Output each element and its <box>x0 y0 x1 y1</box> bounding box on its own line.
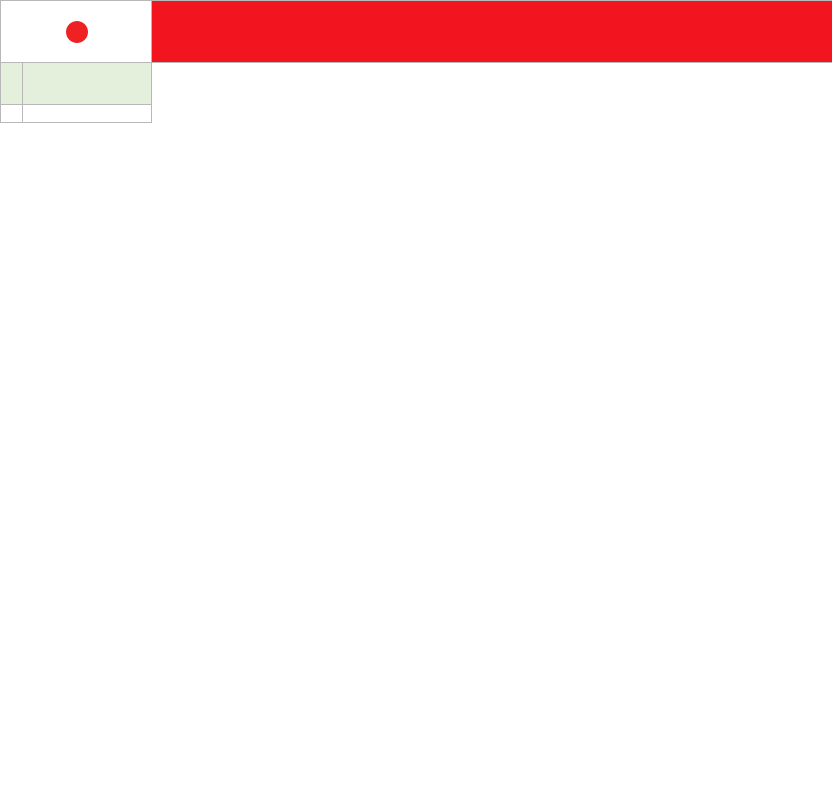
header-row <box>1 63 832 105</box>
top-label[interactable] <box>23 105 152 123</box>
top-arrow[interactable] <box>1 105 23 123</box>
ball-icon <box>66 21 88 43</box>
header-stt[interactable] <box>1 63 23 105</box>
sheet-title <box>152 1 832 63</box>
logo <box>1 1 152 63</box>
top-pick-row <box>1 105 832 123</box>
standings-sheet <box>0 0 832 123</box>
header-name[interactable] <box>23 63 152 105</box>
peta-ball-logo <box>64 21 88 43</box>
